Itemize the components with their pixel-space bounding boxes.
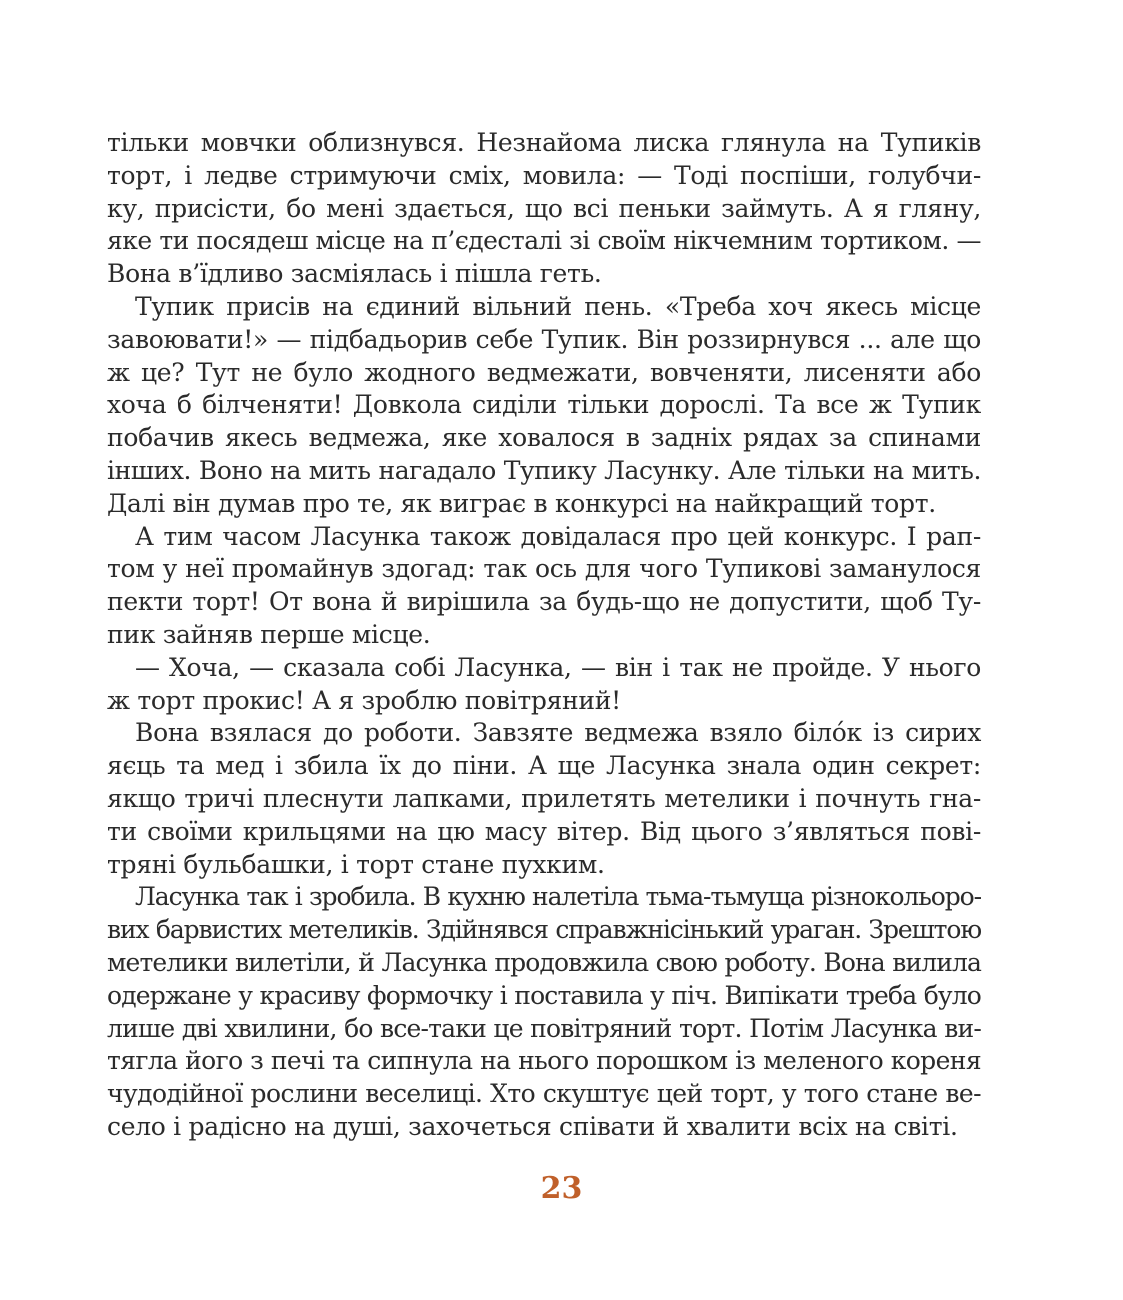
text-line: том у неї промайнув здогад: так ось для чого Тупикові заманулося — [107, 554, 981, 584]
paragraph-3 — [107, 521, 981, 652]
paragraph-4 — [107, 652, 981, 718]
text-line: торт, і ледве стримуючи сміх, мовила: — Тоді поспіши, голубчи- — [107, 160, 981, 190]
text-line: якщо тричі плеснути лапками, прилетять метелики і почнуть гна- — [107, 783, 981, 813]
text-line: побачив якесь ведмежа, яке ховалося в задніх рядах за спинами — [107, 423, 981, 453]
text-line: тільки мовчки облизнувся. Незнайома лиска глянула на Тупиків — [107, 128, 981, 157]
paragraph-5 — [107, 717, 981, 881]
text-line: чудодійної рослини веселиці. Хто скуштує цей торт, у того стане ве- — [107, 1079, 981, 1109]
text-line: Тупик присів на єдиний вільний пень. «Треба хоч якесь місце — [135, 291, 981, 321]
text-line: А тим часом Ласунка також довідалася про цей конкурс. І рап- — [135, 521, 981, 551]
paragraph-1 — [107, 127, 981, 291]
text-line: яєць та мед і збила їх до піни. А ще Ласунка знала один секрет: — [107, 751, 981, 781]
page-number: 23 — [540, 1171, 583, 1206]
text-line: Далі він думав про те, як виграє в конкурсі на найкращий торт. — [107, 488, 936, 518]
text-line: лише дві хвилини, бо все-таки це повітряний торт. Потім Ласунка ви- — [107, 1013, 981, 1043]
text-line: ж торт прокис! А я зроблю повітряний! — [107, 685, 621, 715]
text-line: ж це? Тут не було жодного ведмежати, вовченяти, лисеняти або — [107, 357, 981, 387]
text-line: тягла його з печі та сипнула на нього порошком із меленого кореня — [107, 1046, 981, 1076]
text-line: яке ти посядеш місце на п’єдесталі зі своїм нікчемним тортиком. — — [107, 226, 981, 256]
text-line: пик зайняв перше місце. — [107, 619, 431, 649]
text-line: — Хоча, — сказала собі Ласунка, — він і так не пройде. У нього — [135, 652, 981, 682]
body-text — [107, 127, 981, 1144]
text-line: Вона в’їдливо засміялась і пішла геть. — [107, 259, 602, 289]
text-line: одержане у красиву формочку і поставила у піч. Випікати треба було — [107, 980, 981, 1010]
paragraph-6 — [107, 881, 981, 1143]
text-line: село і радісно на душі, захочеться співати й хвалити всіх на світі. — [107, 1111, 958, 1141]
text-line: Ласунка так і зробила. В кухню налетіла тьма-тьмуща різнокольоро- — [135, 882, 981, 912]
text-line: Вона взялася до роботи. Завзяте ведмежа взяло біло́к із сирих — [135, 718, 981, 748]
text-line: ку, присісти, бо мені здається, що всі пеньки займуть. А я гляну, — [107, 193, 981, 223]
text-line: вих барвистих метеликів. Здійнявся справжнісінький ураган. Зрештою — [107, 915, 981, 945]
text-line: ти своїми крильцями на цю масу вітер. Від цього з’являться пові- — [107, 816, 981, 846]
text-line: інших. Воно на мить нагадало Тупику Ласунку. Але тільки на мить. — [107, 455, 981, 485]
text-line: завоювати!» — підбадьорив себе Тупик. Він роззирнувся ... але що — [107, 324, 981, 354]
text-line: пекти торт! От вона й вирішила за будь-що не допустити, щоб Ту- — [107, 587, 981, 617]
text-line: метелики вилетіли, й Ласунка продовжила свою роботу. Вона вилила — [107, 947, 981, 977]
text-line: хоча б білченяти! Довкола сиділи тільки дорослі. Та все ж Тупик — [107, 390, 981, 420]
text-line: тряні бульбашки, і торт стане пухким. — [107, 849, 605, 879]
paragraph-2 — [107, 291, 981, 521]
